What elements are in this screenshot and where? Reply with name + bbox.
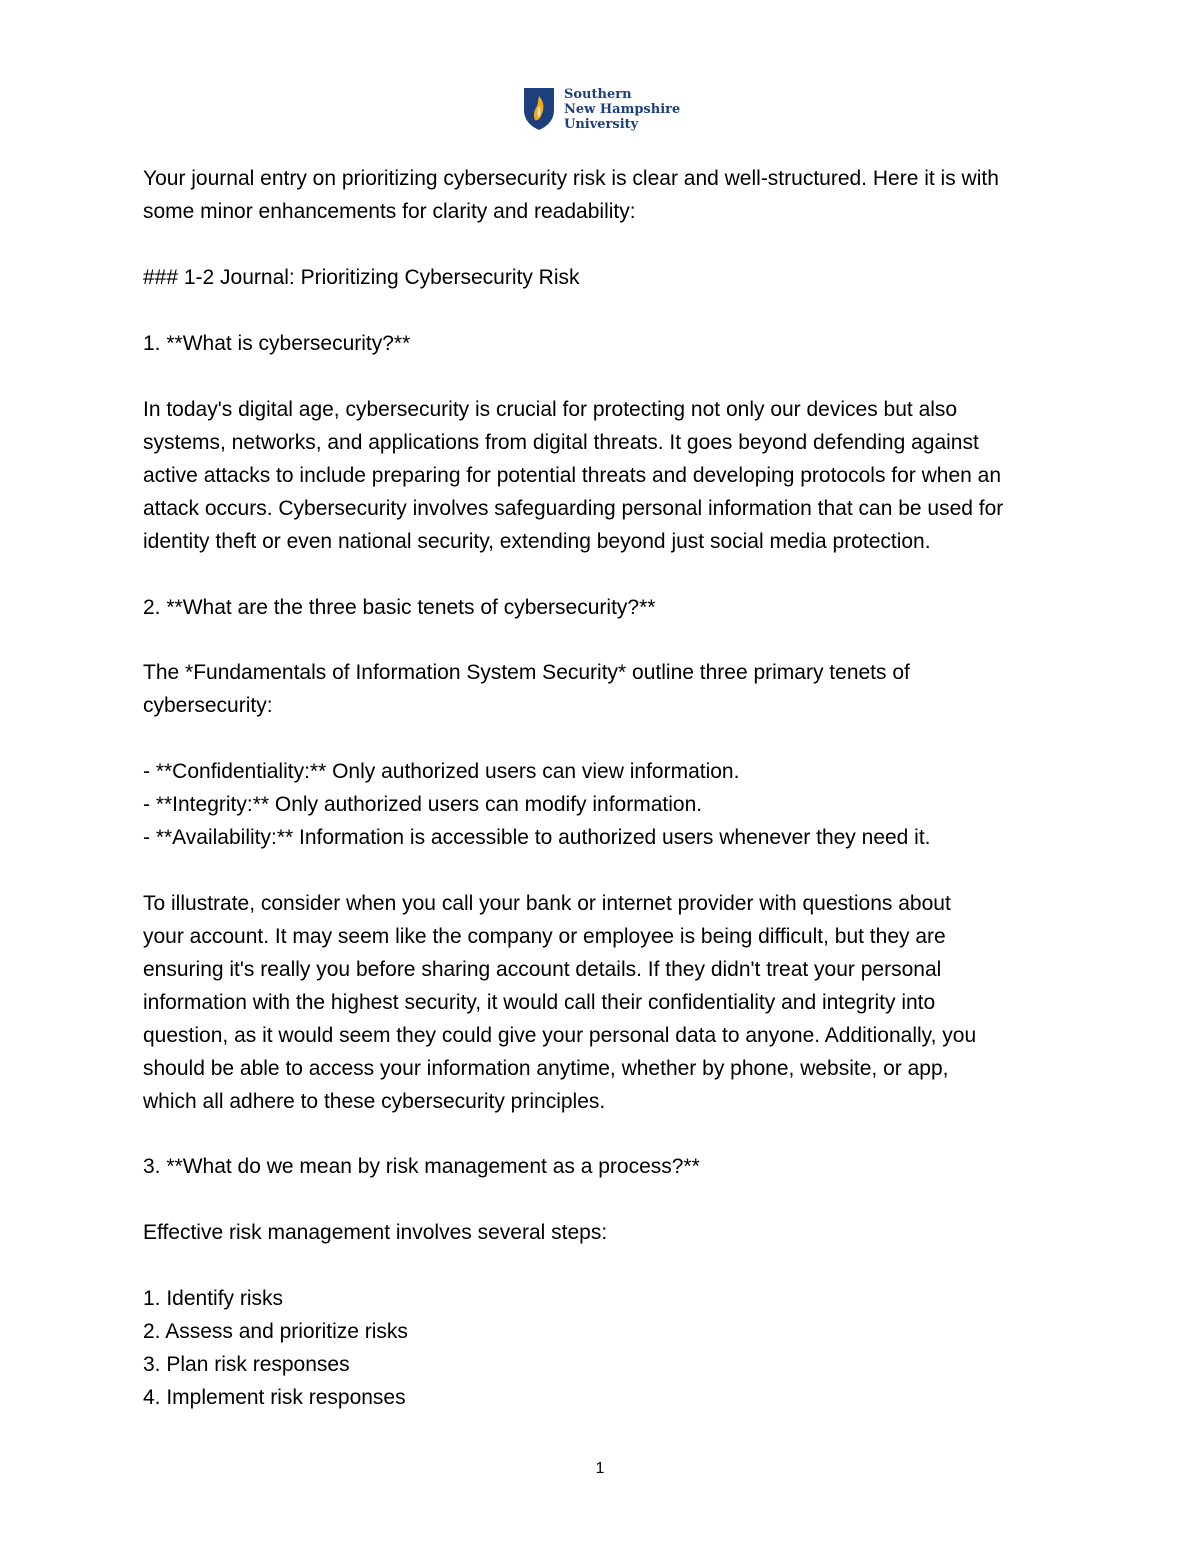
- page-number: 1: [595, 1460, 605, 1477]
- illustration-line-5: question, as it would seem they could give your personal data to anyone. Additionally, you: [143, 1024, 977, 1047]
- step-2: 2. Assess and prioritize risks: [143, 1320, 408, 1343]
- logo-line-1: Southern: [564, 86, 632, 102]
- intro-line-2: some minor enhancements for clarity and readability:: [143, 200, 636, 223]
- illustration-line-2: your account. It may seem like the company or employee is being difficult, but they are: [143, 925, 946, 948]
- question-2: 2. **What are the three basic tenets of cybersecurity?**: [143, 596, 656, 619]
- logo-line-3: University: [564, 116, 639, 132]
- answer-1-line-2: systems, networks, and applications from digital threats. It goes beyond defending against: [143, 431, 979, 454]
- answer-1-line-1: In today's digital age, cybersecurity is crucial for protecting not only our devices but also: [143, 398, 958, 421]
- answer-1-line-3: active attacks to include preparing for potential threats and developing protocols for when an: [143, 464, 1002, 487]
- answer-1-line-4: attack occurs. Cybersecurity involves safeguarding personal information that can be used for: [143, 497, 1004, 520]
- shield-flame-icon: [522, 86, 556, 132]
- bullet-confidentiality: - **Confidentiality:** Only authorized users can view information.: [143, 760, 740, 783]
- journal-heading: ### 1-2 Journal: Prioritizing Cybersecurity Risk: [143, 266, 580, 289]
- illustration-line-7: which all adhere to these cybersecurity principles.: [143, 1090, 606, 1113]
- question-3: 3. **What do we mean by risk management as a process?**: [143, 1155, 700, 1178]
- bullet-integrity: - **Integrity:** Only authorized users can modify information.: [143, 793, 703, 816]
- answer-2-line-1: The *Fundamentals of Information System Security* outline three primary tenets of: [143, 661, 910, 684]
- intro-line-1: Your journal entry on prioritizing cybersecurity risk is clear and well-structured. Here it is with: [143, 167, 999, 190]
- answer-2-line-2: cybersecurity:: [143, 694, 273, 717]
- illustration-line-6: should be able to access your information anytime, whether by phone, website, or app,: [143, 1057, 949, 1080]
- university-logo: [522, 84, 702, 134]
- question-1: 1. **What is cybersecurity?**: [143, 332, 411, 355]
- logo-wordmark: [564, 87, 680, 132]
- step-3: 3. Plan risk responses: [143, 1353, 350, 1376]
- step-1: 1. Identify risks: [143, 1287, 284, 1310]
- logo-line-2: New Hampshire: [564, 101, 681, 117]
- answer-1-line-5: identity theft or even national security, extending beyond just social media protection.: [143, 530, 931, 553]
- illustration-line-4: information with the highest security, it would call their confidentiality and integrity into: [143, 991, 936, 1014]
- illustration-line-3: ensuring it's really you before sharing account details. If they didn't treat your personal: [143, 958, 942, 981]
- bullet-availability: - **Availability:** Information is accessible to authorized users whenever they need it.: [143, 826, 931, 849]
- answer-3-intro: Effective risk management involves several steps:: [143, 1221, 608, 1244]
- step-4: 4. Implement risk responses: [143, 1386, 406, 1409]
- illustration-line-1: To illustrate, consider when you call your bank or internet provider with questions about: [143, 892, 951, 915]
